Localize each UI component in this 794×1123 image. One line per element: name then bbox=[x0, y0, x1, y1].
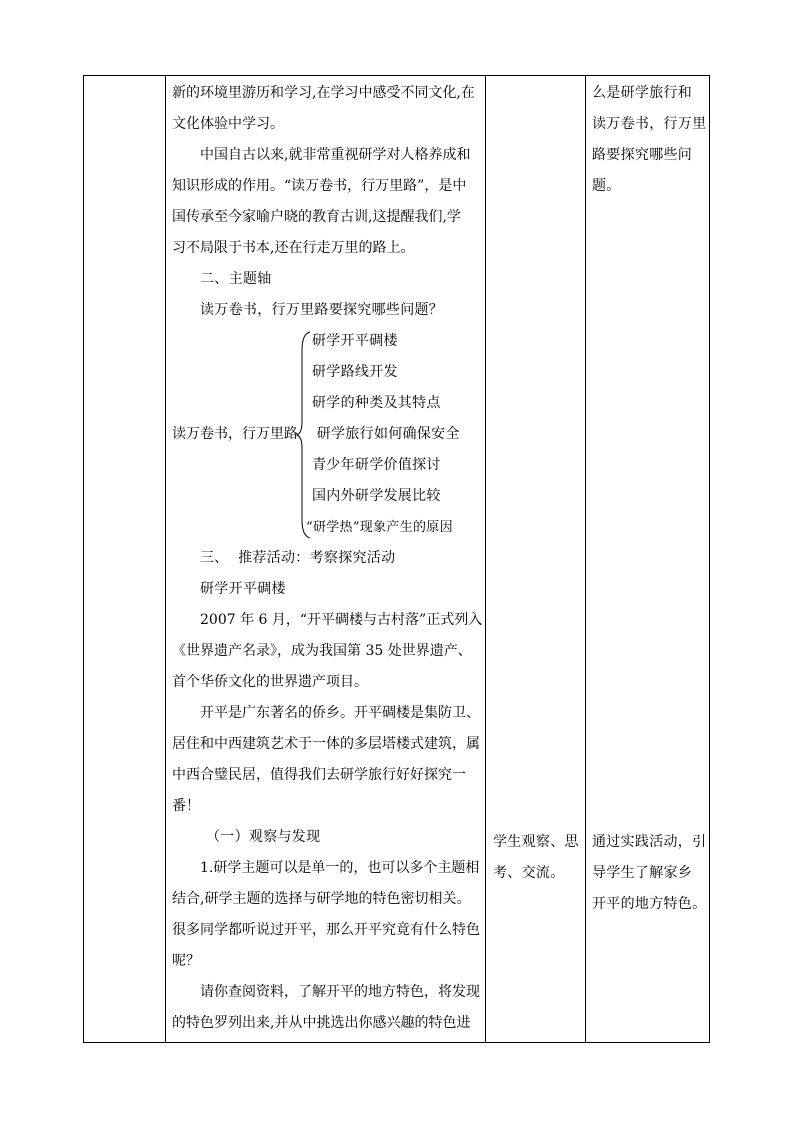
brace-item: 研学路线开发 bbox=[312, 364, 398, 380]
brace-item: 研学的种类及其特点 bbox=[312, 395, 441, 411]
brace-label: 读万卷书，行万里路 bbox=[172, 426, 298, 442]
section-heading: 三、 推荐活动：考察探究活动 bbox=[200, 550, 396, 566]
paragraph-line: 1.研学主题可以是单一的，也可以多个主题相 bbox=[200, 860, 480, 876]
brace-item: “研学热”现象产生的原因 bbox=[306, 520, 453, 535]
paragraph-line: 请你查阅资料，了解开平的地方特色，将发现 bbox=[200, 984, 480, 1000]
paragraph-line: 中国自古以来,就非常重视研学对人格养成和 bbox=[200, 147, 471, 163]
student-activity-column bbox=[493, 827, 587, 889]
section-question: 读万卷书，行万里路要探究哪些问题？ bbox=[200, 302, 444, 318]
column-divider-2 bbox=[485, 75, 486, 1043]
design-intent-line: 开平的地方特色。 bbox=[592, 896, 707, 912]
column-divider-3 bbox=[585, 75, 586, 1043]
design-intent-column-bottom bbox=[592, 827, 707, 920]
activity-title: 研学开平碉楼 bbox=[200, 581, 286, 597]
section-heading: 二、主题轴 bbox=[200, 271, 272, 287]
paragraph-line: 知识形成的作用。“读万卷书，行万里路”，是中 bbox=[172, 178, 467, 194]
design-intent-column-top bbox=[592, 78, 707, 202]
subsection-heading: （一）观察与发现 bbox=[206, 829, 321, 845]
paragraph-line: 结合,研学主题的选择与研学地的特色密切相关。 bbox=[172, 891, 471, 907]
intro-line: 文化体验中学习。 bbox=[172, 116, 284, 132]
paragraph-line: 很多同学都听说过开平，那么开平究竟有什么特色 bbox=[172, 922, 480, 938]
student-activity-line: 考、交流。 bbox=[493, 865, 565, 881]
brace-item: 青少年研学价值探讨 bbox=[312, 457, 441, 473]
design-intent-line: 题。 bbox=[592, 178, 621, 194]
paragraph-line: 《世界遗产名录》，成为我国第 35 处世界遗产、 bbox=[172, 643, 472, 659]
paragraph-line: 呢？ bbox=[172, 953, 200, 969]
intro-line: 新的环境里游历和学习,在学习中感受不同文化,在 bbox=[172, 85, 475, 101]
paragraph-line: 习不局限于书本,还在行走万里的路上。 bbox=[172, 240, 415, 256]
paragraph-line: 国传承至今家喻户晓的教育古训,这提醒我们,学 bbox=[172, 209, 461, 225]
curly-brace-icon bbox=[296, 330, 312, 540]
paragraph-line: 的特色罗列出来,并从中挑选出你感兴趣的特色进 bbox=[172, 1015, 471, 1031]
design-intent-line: 通过实践活动，引 bbox=[592, 834, 707, 850]
paragraph-line: 2007 年 6 月，“开平碉楼与古村落”正式列入 bbox=[200, 612, 483, 628]
brace-item: 研学旅行如何确保安全 bbox=[312, 426, 460, 442]
brace-item-list bbox=[306, 326, 460, 543]
student-activity-line: 学生观察、思 bbox=[493, 834, 579, 850]
paragraph-line: 中西合璧民居，值得我们去研学旅行好好探究一 bbox=[172, 767, 466, 783]
teaching-content-column bbox=[172, 78, 483, 1039]
design-intent-line: 么是研学旅行和 bbox=[592, 85, 693, 101]
paragraph-line: 番！ bbox=[172, 798, 200, 814]
design-intent-line: 导学生了解家乡 bbox=[592, 865, 693, 881]
brace-item: 国内外研学发展比较 bbox=[312, 488, 441, 504]
paragraph-line: 居住和中西建筑艺术于一体的多层塔楼式建筑，属 bbox=[172, 736, 480, 752]
paragraph-line: 开平是广东著名的侨乡。开平碉楼是集防卫、 bbox=[200, 705, 480, 721]
design-intent-line: 路要探究哪些问 bbox=[592, 147, 693, 163]
column-divider-1 bbox=[165, 75, 166, 1043]
design-intent-line: 读万卷书，行万里 bbox=[592, 116, 707, 132]
theme-axis-diagram bbox=[172, 326, 480, 543]
paragraph-line: 首个华侨文化的世界遗产项目。 bbox=[172, 674, 368, 690]
brace-item: 研学开平碉楼 bbox=[312, 333, 398, 349]
